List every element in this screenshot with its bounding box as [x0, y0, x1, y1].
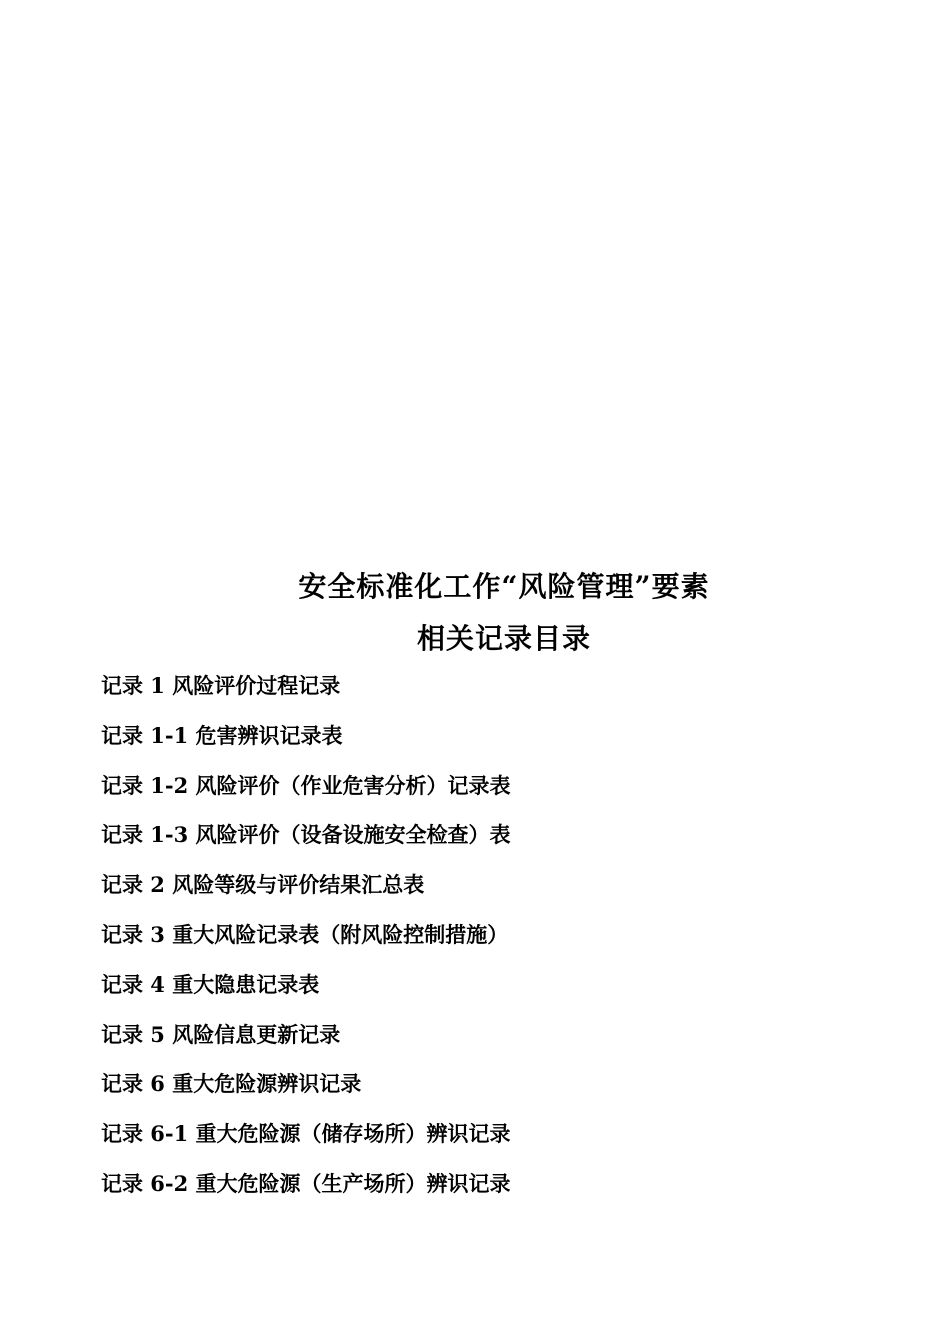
record-item-2: 记录 2 风险等级与评价结果汇总表	[101, 872, 425, 898]
record-item-1-3: 记录 1-3 风险评价（设备设施安全检查）表	[101, 822, 511, 848]
record-item-6-2: 记录 6-2 重大危险源（生产场所）辨识记录	[101, 1170, 511, 1196]
record-item-3: 记录 3 重大风险记录表（附风险控制措施）	[101, 921, 509, 947]
record-item-1-2: 记录 1-2 风险评价（作业危害分析）记录表	[101, 772, 511, 798]
document-subtitle: 相关记录目录	[416, 622, 591, 655]
record-item-6: 记录 6 重大危险源辨识记录	[101, 1071, 362, 1097]
record-item-1-1: 记录 1-1 危害辨识记录表	[101, 722, 343, 748]
record-item-6-1: 记录 6-1 重大危险源（储存场所）辨识记录	[101, 1121, 511, 1147]
document-title: 安全标准化工作“风险管理”要素	[298, 570, 710, 603]
title-block	[0, 563, 950, 663]
record-list	[101, 670, 901, 1218]
record-item-4: 记录 4 重大隐患记录表	[101, 971, 320, 997]
record-item-1: 记录 1 风险评价过程记录	[101, 673, 341, 698]
record-item-5: 记录 5 风险信息更新记录	[101, 1021, 341, 1047]
